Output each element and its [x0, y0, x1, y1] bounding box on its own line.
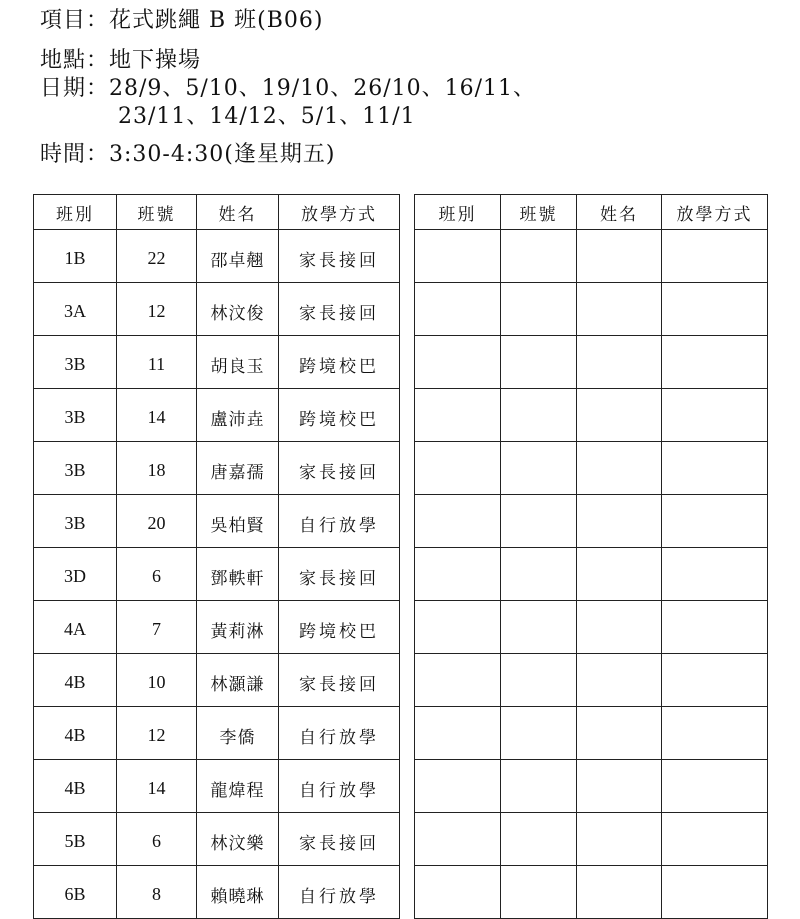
table-row [34, 230, 400, 283]
blank-cell [501, 813, 577, 866]
blank-cell [415, 283, 501, 336]
blank-cell [415, 389, 501, 442]
number-cell: 18 [117, 442, 197, 495]
blank-row [415, 813, 768, 866]
class-cell: 6B [34, 866, 117, 919]
class-cell: 1B [34, 230, 117, 283]
number-cell: 11 [117, 336, 197, 389]
table-row [34, 495, 400, 548]
class-cell: 3B [34, 442, 117, 495]
blank-student-table [414, 194, 768, 919]
blank-cell [415, 495, 501, 548]
blank-row [415, 707, 768, 760]
blank-row [415, 760, 768, 813]
blank-row [415, 495, 768, 548]
number-cell: 6 [117, 548, 197, 601]
blank-cell [501, 548, 577, 601]
blank-cell [415, 230, 501, 283]
blank-row [415, 601, 768, 654]
blank-cell [501, 707, 577, 760]
blank-cell [415, 813, 501, 866]
name-cell: 唐嘉孺 [197, 442, 279, 495]
class-cell: 3B [34, 495, 117, 548]
blank-cell [662, 813, 768, 866]
dismissal-cell: 家長接回 [279, 548, 400, 601]
table-header-row [415, 195, 768, 230]
name-cell: 盧沛垚 [197, 389, 279, 442]
table-row [34, 442, 400, 495]
dismissal-cell: 自行放學 [279, 760, 400, 813]
name-cell: 吳柏賢 [197, 495, 279, 548]
blank-cell [577, 866, 662, 919]
blank-cell [501, 442, 577, 495]
number-cell: 20 [117, 495, 197, 548]
name-cell: 林汶俊 [197, 283, 279, 336]
blank-cell [501, 336, 577, 389]
blank-cell [662, 760, 768, 813]
number-cell: 12 [117, 707, 197, 760]
blank-cell [501, 601, 577, 654]
table-row [34, 389, 400, 442]
location-line: 地點：地下操場 [40, 48, 202, 73]
class-cell: 4B [34, 707, 117, 760]
class-cell: 4B [34, 654, 117, 707]
blank-cell [662, 230, 768, 283]
blank-cell [662, 336, 768, 389]
blank-cell [501, 760, 577, 813]
dismissal-cell: 家長接回 [279, 230, 400, 283]
class-cell: 3B [34, 389, 117, 442]
blank-cell [501, 495, 577, 548]
blank-cell [577, 813, 662, 866]
number-cell: 8 [117, 866, 197, 919]
blank-cell [662, 389, 768, 442]
dismissal-cell: 跨境校巴 [279, 389, 400, 442]
dates-line-2: 23/11、14/12、5/1、11/1 [118, 104, 416, 129]
col-header-class: 班別 [34, 195, 117, 230]
blank-cell [577, 495, 662, 548]
table-row [34, 336, 400, 389]
blank-row [415, 336, 768, 389]
name-cell: 李僑 [197, 707, 279, 760]
name-cell: 黃莉淋 [197, 601, 279, 654]
table-row [34, 654, 400, 707]
blank-cell [577, 654, 662, 707]
class-cell: 5B [34, 813, 117, 866]
blank-cell [577, 230, 662, 283]
class-cell: 3A [34, 283, 117, 336]
col-header-class: 班別 [415, 195, 501, 230]
name-cell: 林灝謙 [197, 654, 279, 707]
table-row [34, 707, 400, 760]
item-line: 項目：花式跳繩 B 班(B06) [40, 8, 324, 33]
blank-cell [662, 283, 768, 336]
col-header-dismissal: 放學方式 [662, 195, 768, 230]
dismissal-cell: 自行放學 [279, 866, 400, 919]
col-header-number: 班號 [501, 195, 577, 230]
blank-cell [662, 654, 768, 707]
dismissal-cell: 自行放學 [279, 707, 400, 760]
blank-cell [577, 707, 662, 760]
table-row [34, 548, 400, 601]
table-row [34, 601, 400, 654]
name-cell: 賴曉琳 [197, 866, 279, 919]
blank-cell [662, 601, 768, 654]
col-header-name: 姓名 [577, 195, 662, 230]
dates-line-1: 日期：28/9、5/10、19/10、26/10、16/11、 [40, 76, 537, 101]
blank-cell [662, 548, 768, 601]
blank-cell [577, 283, 662, 336]
table-row [34, 813, 400, 866]
blank-cell [577, 601, 662, 654]
blank-cell [577, 760, 662, 813]
blank-cell [415, 601, 501, 654]
table-row [34, 283, 400, 336]
name-cell: 林汶樂 [197, 813, 279, 866]
blank-cell [415, 760, 501, 813]
col-header-name: 姓名 [197, 195, 279, 230]
student-table [33, 194, 400, 919]
blank-cell [415, 654, 501, 707]
name-cell: 邵卓翹 [197, 230, 279, 283]
blank-row [415, 230, 768, 283]
table-header-row [34, 195, 400, 230]
name-cell: 龍煒程 [197, 760, 279, 813]
dismissal-cell: 跨境校巴 [279, 601, 400, 654]
blank-cell [501, 283, 577, 336]
class-cell: 4A [34, 601, 117, 654]
blank-cell [501, 654, 577, 707]
dismissal-cell: 自行放學 [279, 495, 400, 548]
blank-row [415, 283, 768, 336]
blank-cell [577, 442, 662, 495]
blank-cell [415, 336, 501, 389]
name-cell: 胡良玉 [197, 336, 279, 389]
time-line: 時間：3:30-4:30(逢星期五) [40, 142, 336, 167]
blank-cell [662, 495, 768, 548]
blank-cell [415, 866, 501, 919]
blank-cell [577, 336, 662, 389]
blank-row [415, 442, 768, 495]
number-cell: 6 [117, 813, 197, 866]
blank-cell [415, 442, 501, 495]
dismissal-cell: 家長接回 [279, 283, 400, 336]
col-header-dismissal: 放學方式 [279, 195, 400, 230]
dismissal-cell: 家長接回 [279, 813, 400, 866]
blank-cell [501, 866, 577, 919]
class-cell: 3D [34, 548, 117, 601]
class-cell: 3B [34, 336, 117, 389]
blank-row [415, 654, 768, 707]
number-cell: 14 [117, 389, 197, 442]
dismissal-cell: 家長接回 [279, 442, 400, 495]
blank-row [415, 548, 768, 601]
blank-row [415, 389, 768, 442]
number-cell: 10 [117, 654, 197, 707]
dismissal-cell: 家長接回 [279, 654, 400, 707]
number-cell: 7 [117, 601, 197, 654]
class-cell: 4B [34, 760, 117, 813]
col-header-number: 班號 [117, 195, 197, 230]
number-cell: 22 [117, 230, 197, 283]
blank-cell [577, 389, 662, 442]
blank-cell [501, 230, 577, 283]
blank-row [415, 866, 768, 919]
blank-cell [577, 548, 662, 601]
blank-cell [501, 389, 577, 442]
blank-cell [415, 707, 501, 760]
name-cell: 鄧軼軒 [197, 548, 279, 601]
number-cell: 14 [117, 760, 197, 813]
dismissal-cell: 跨境校巴 [279, 336, 400, 389]
blank-cell [662, 866, 768, 919]
blank-cell [415, 548, 501, 601]
table-row [34, 866, 400, 919]
table-row [34, 760, 400, 813]
blank-cell [662, 442, 768, 495]
blank-cell [662, 707, 768, 760]
number-cell: 12 [117, 283, 197, 336]
